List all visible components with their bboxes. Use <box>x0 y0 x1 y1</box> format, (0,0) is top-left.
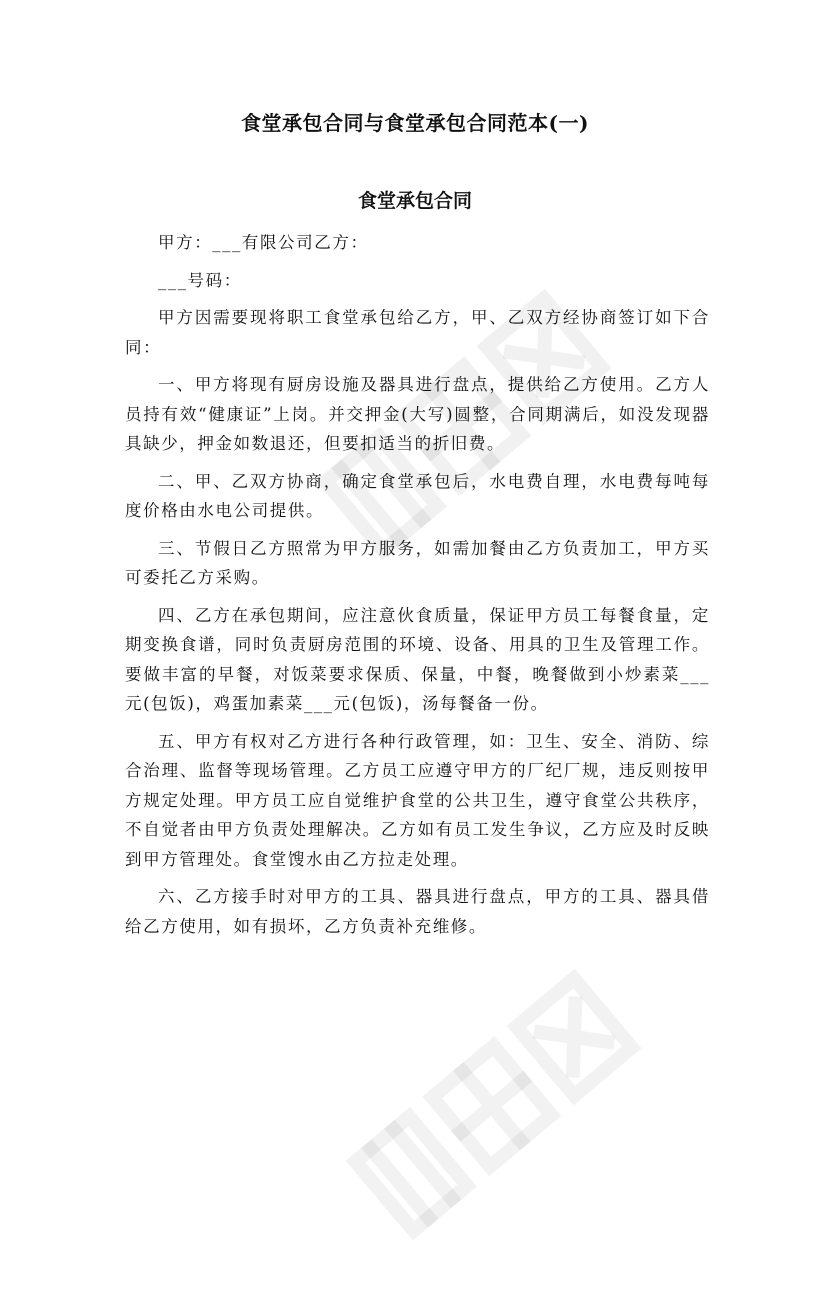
document-title: 食堂承包合同与食堂承包合同范本(一) <box>241 111 589 135</box>
preamble-paragraph: 甲方因需要现将职工食堂承包给乙方，甲、乙双方经协商签订如下合同： <box>125 308 710 357</box>
contract-body <box>125 228 710 949</box>
party-a-line: 甲方：___有限公司乙方： <box>158 233 369 252</box>
clause-4: 四、乙方在承包期间，应注意伙食质量，保证甲方员工每餐食量，定期变换食谱，同时负责厨房范围的环境、设备、用具的卫生及管理工作。要做丰富的早餐，对饭菜要求保质、保量，中餐，晚餐做到小炒素菜___元(包饭)，鸡蛋加素菜___元(包饭)，汤每餐备一份。 <box>125 605 710 713</box>
clause-3: 三、节假日乙方照常为甲方服务，如需加餐由乙方负责加工，甲方买可委托乙方采购。 <box>125 538 710 587</box>
clause-2: 二、甲、乙双方协商，确定食堂承包后，水电费自理，水电费每吨每度价格由水电公司提供。 <box>125 471 710 520</box>
clause-1: 一、甲方将现有厨房设施及器具进行盘点，提供给乙方使用。乙方人员持有效“健康证”上岗。并交押金(大写)圆整，合同期满后，如没发现器具缺少，押金如数退还，但要扣适当的折旧费。 <box>125 375 710 453</box>
clause-6: 六、乙方接手时对甲方的工具、器具进行盘点，甲方的工具、器具借给乙方使用，如有损坏，乙方负责补充维修。 <box>125 887 710 936</box>
clause-5: 五、甲方有权对乙方进行各种行政管理，如：卫生、安全、消防、综合治理、监督等现场管理。乙方员工应遵守甲方的厂纪厂规，违反则按甲方规定处理。甲方员工应自觉维护食堂的公共卫生，遵守食堂公共秩序，不自觉者由甲方负责处理解决。乙方如有员工发生争议，乙方应及时反映到甲方管理处。食堂馊水由乙方拉走处理。 <box>125 731 710 869</box>
phone-line: ___号码： <box>158 270 242 290</box>
watermark-graphic <box>315 930 675 1290</box>
contract-heading: 食堂承包合同 <box>357 190 472 212</box>
